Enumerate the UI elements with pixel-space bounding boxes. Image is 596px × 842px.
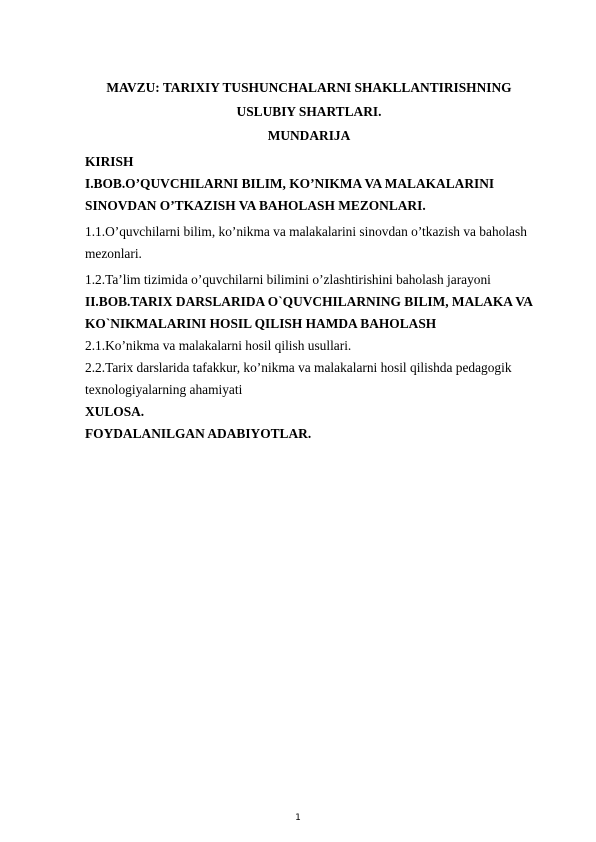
table-of-contents-heading: MUNDARIJA [267,128,351,143]
toc-entry-section-1-1: 1.1.O’quvchilarni bilim, ko’nikma va malakalarini sinovdan o’tkazish va baholash mezonlari. [85,224,527,261]
toc-entry-chapter-1: I.BOB.O’QUVCHILARNI BILIM, KO’NIKMA VA MALAKALARINI SINOVDAN O’TKAZISH VA BAHOLASH MEZONLARI. [85,176,495,213]
document-title-line-1: MAVZU: TARIXIY TUSHUNCHALARNI SHAKLLANTIRISHNING [106,80,512,95]
table-of-contents [85,151,545,445]
toc-entry-section-1-2: 1.2.Ta’lim tizimida o’quvchilarni bilimini o’zlashtirishini baholash jarayoni [85,272,491,287]
toc-entry-section-2-1: 2.1.Ko’nikma va malakalarni hosil qilish usullari. [85,338,352,353]
toc-entry-bibliography: FOYDALANILGAN ADABIYOTLAR. [85,426,312,441]
toc-entry-section-2-2: 2.2.Tarix darslarida tafakkur, ko’nikma va malakalarni hosil qilishda pedagogik texnologiyalarning ahamiyati [85,360,512,397]
document-title-line-2: USLUBIY SHARTLARI. [236,104,382,119]
toc-entry-introduction: KIRISH [85,154,134,169]
toc-entry-conclusion: XULOSA. [85,404,145,419]
toc-entry-chapter-2: II.BOB.TARIX DARSLARIDA O`QUVCHILARNING BILIM, MALAKA VA KO`NIKMALARINI HOSIL QILISH HAMDA BAHOLASH [85,294,533,331]
page-number: 1 [295,813,301,823]
